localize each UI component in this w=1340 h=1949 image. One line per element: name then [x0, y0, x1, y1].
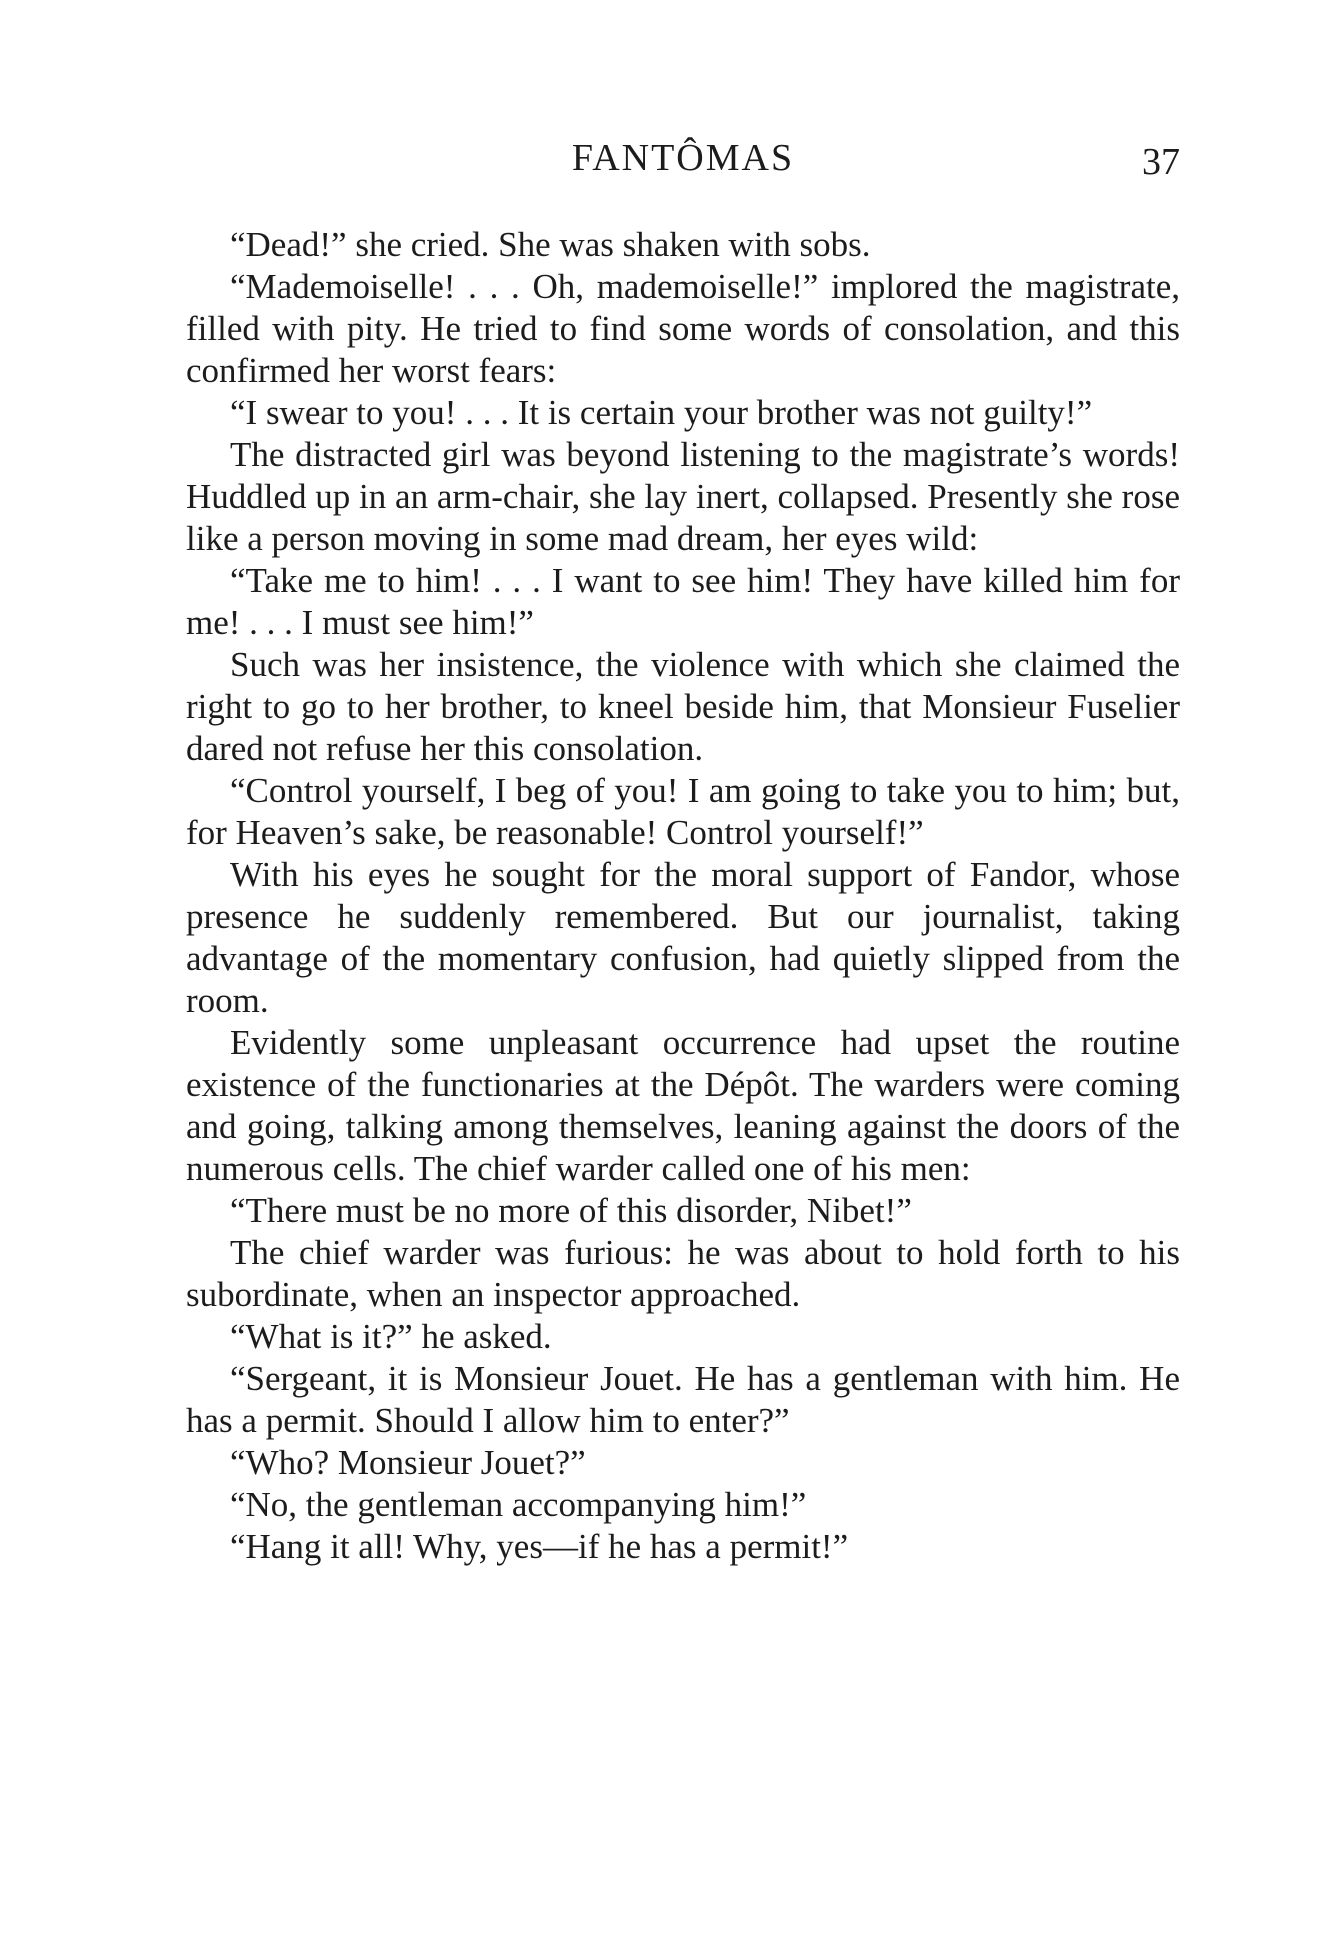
- page-number: 37: [1142, 141, 1180, 183]
- paragraph: “No, the gentleman accompanying him!”: [230, 1485, 807, 1524]
- paragraph: “Sergeant, it is Monsieur Jouet. He has a gentleman with him. He has a permit. Should I allow him to enter?”: [186, 1359, 1180, 1440]
- paragraph: With his eyes he sought for the moral support of Fandor, whose presence he suddenly remembered. But our journalist, taking advantage of the momentary confusion, had quietly slipped from the room.: [186, 855, 1180, 1020]
- body-text: [186, 224, 1180, 1568]
- paragraph: “Control yourself, I beg of you! I am going to take you to him; but, for Heaven’s sake, be reasonable! Control yourself!”: [186, 771, 1180, 852]
- paragraph: The distracted girl was beyond listening to the magistrate’s words! Huddled up in an arm-chair, she lay inert, collapsed. Presently she rose like a person moving in some mad dream, her eyes wild:: [186, 435, 1180, 558]
- paragraph: “Who? Monsieur Jouet?”: [230, 1443, 586, 1482]
- paragraph: “Take me to him! . . . I want to see him! They have killed him for me! . . . I must see him!”: [186, 561, 1180, 642]
- paragraph: The chief warder was furious: he was about to hold forth to his subordinate, when an inspector approached.: [186, 1233, 1180, 1314]
- paragraph: “There must be no more of this disorder, Nibet!”: [230, 1191, 912, 1230]
- paragraph: Evidently some unpleasant occurrence had upset the routine existence of the functionaries at the Dépôt. The warders were coming and going, talking among themselves, leaning against the doors of the numerous cells. The chief warder called one of his men:: [186, 1023, 1180, 1188]
- paragraph: “Hang it all! Why, yes—if he has a permit!”: [230, 1527, 849, 1566]
- paragraph: “I swear to you! . . . It is certain your brother was not guilty!”: [230, 393, 1093, 432]
- running-head: [186, 120, 1180, 183]
- paragraph: “What is it?” he asked.: [230, 1317, 552, 1356]
- paragraph: “Dead!” she cried. She was shaken with sobs.: [230, 225, 871, 264]
- paragraph: Such was her insistence, the violence with which she claimed the right to go to her brother, to kneel beside him, that Monsieur Fuselier dared not refuse her this consolation.: [186, 645, 1180, 768]
- running-title: FANTÔMAS: [571, 137, 795, 179]
- paragraph: “Mademoiselle! . . . Oh, mademoiselle!” implored the magistrate, filled with pity. He tried to find some words of consolation, and this confirmed her worst fears:: [186, 267, 1180, 390]
